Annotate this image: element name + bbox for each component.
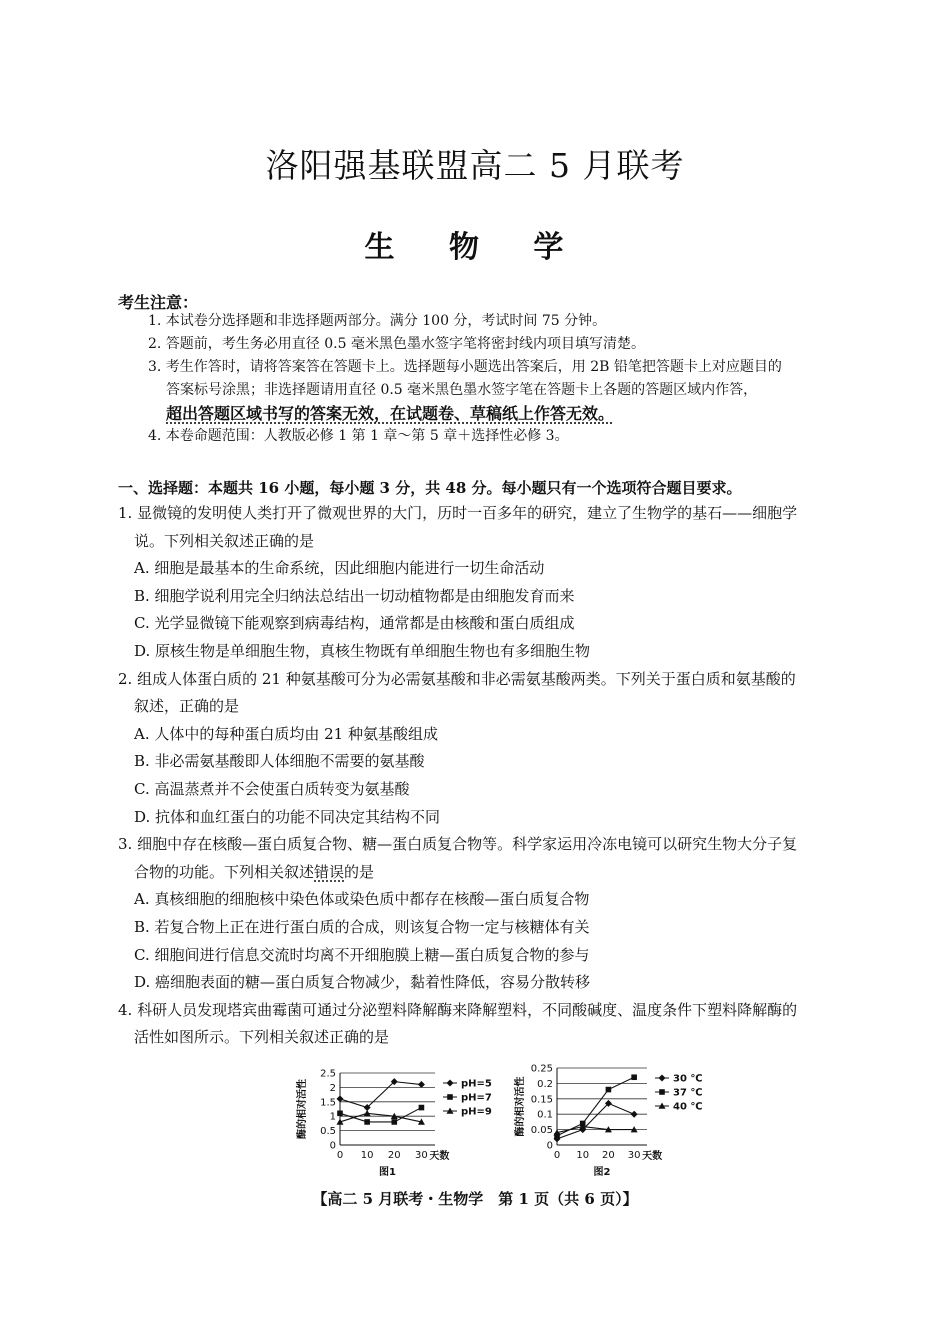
x-tick-label: 0 (553, 1150, 561, 1161)
question-3-option-d: D. 癌细胞表面的糖—蛋白质复合物减少，黏着性降低，容易分散转移 (134, 973, 591, 992)
y-tick-label: 2.5 (320, 1068, 336, 1080)
legend-label: 30 ℃ (673, 1073, 703, 1085)
series-line (340, 1082, 421, 1108)
notice-item: 3. 考生作答时，请将答案答在答题卡上。选择题每小题选出答案后，用 2B 铅笔把答题卡上对应题目的 (148, 359, 782, 375)
notice-item: 2. 答题前，考生务必用直径 0.5 毫米黑色墨水签字笔将密封线内项目填写清楚。 (148, 336, 645, 352)
question-3-option-a: A. 真核细胞的细胞核中染色体或染色质中都存在核酸—蛋白质复合物 (134, 890, 590, 909)
legend-label: pH=7 (461, 1092, 492, 1104)
question-1-stem-cont: 说。下列相关叙述正确的是 (134, 531, 315, 550)
question-1-option-a: A. 细胞是最基本的生命系统，因此细胞内能进行一切生命活动 (134, 559, 545, 578)
question-1-stem: 1. 显微镜的发明使人类打开了微观世界的大门，历时一百多年的研究，建立了生物学的基石——细胞学 (118, 504, 798, 522)
data-point (631, 1111, 638, 1118)
data-point (364, 1110, 371, 1116)
notice-list (148, 310, 868, 448)
x-axis-label: 天数 (642, 1151, 663, 1162)
question-3-stem-cont (118, 859, 863, 887)
x-tick-label: 20 (387, 1150, 401, 1161)
legend-marker (659, 1089, 665, 1095)
legend-marker (447, 1080, 454, 1087)
legend-label: 40 ℃ (673, 1101, 703, 1113)
question-2-option-d: D. 抗体和血红蛋白的功能不同决定其结构不同 (134, 807, 441, 826)
question-1-option-b: B. 细胞学说利用完全归纳法总结出一切动植物都是由细胞发育而来 (134, 586, 575, 605)
stem-text: 合物的功能。下列相关叙述 (134, 862, 315, 881)
y-tick-label: 0.15 (530, 1094, 553, 1106)
question-4-stem: 4. 科研人员发现塔宾曲霉菌可通过分泌塑料降解酶来降解塑料，不同酸碱度、温度条件下塑料降解酶的 (118, 1000, 798, 1019)
legend-label: 37 ℃ (673, 1087, 703, 1099)
notice-item: 1. 本试卷分选择题和非选择题两部分。满分 100 分，考试时间 75 分钟。 (148, 313, 607, 329)
question-1-option-c: C. 光学显微镜下能观察到病毒结构，通常都是由核酸和蛋白质组成 (134, 614, 575, 633)
stem-text: 的是 (344, 862, 375, 881)
question-4-stem-cont: 活性如图所示。下列相关叙述正确的是 (134, 1028, 390, 1047)
data-point (419, 1105, 425, 1111)
y-tick-label: 1 (329, 1111, 336, 1123)
exam-title: 洛阳强基联盟高二 5 月联考 (265, 146, 685, 185)
emphasis-text: 错误 (314, 862, 345, 881)
x-axis-label: 天数 (429, 1151, 450, 1162)
notice-heading: 考生注意： (118, 293, 199, 312)
question-2-stem: 2. 组成人体蛋白质的 21 种氨基酸可分为必需氨基酸和非必需氨基酸两类。下列关于蛋白质和氨基酸的 (118, 669, 796, 688)
figure-area (295, 1060, 715, 1180)
y-tick-label: 0.5 (320, 1126, 336, 1138)
data-point (337, 1111, 343, 1117)
legend-marker (447, 1094, 453, 1100)
question-2-option-c: C. 高温蒸煮并不会使蛋白质转变为氨基酸 (134, 779, 410, 798)
legend-label: pH=5 (461, 1078, 492, 1090)
y-axis-label: 酶的相对活性 (515, 1076, 526, 1137)
y-tick-label: 0.1 (537, 1109, 553, 1121)
series-line (557, 1077, 634, 1136)
data-point (337, 1095, 344, 1102)
y-tick-label: 0 (329, 1140, 336, 1152)
data-point (364, 1119, 370, 1125)
question-3-option-c: C. 细胞间进行信息交流时均离不开细胞膜上糖—蛋白质复合物的参与 (134, 945, 590, 964)
y-axis-label: 酶的相对活性 (297, 1079, 308, 1139)
notice-item: 答案标号涂黑；非选择题请用直径 0.5 毫米黑色墨水签字笔在答题卡上各题的答题区域内作答， (166, 382, 758, 398)
chart-title: 图2 (593, 1167, 611, 1178)
notice-item-emphasis: 超出答题区域书写的答案无效，在试题卷、草稿纸上作答无效。 (166, 404, 615, 423)
section-heading: 一、选择题：本题共 16 小题，每小题 3 分，共 48 分。每小题只有一个选项符合题目要求。 (118, 479, 742, 497)
data-point (631, 1074, 637, 1080)
question-1-option-d: D. 原核生物是单细胞生物，真核生物既有单细胞生物也有多细胞生物 (134, 641, 591, 660)
series-line (557, 1103, 634, 1138)
x-tick-label: 10 (576, 1150, 590, 1161)
x-tick-label: 30 (627, 1150, 641, 1161)
question-2-stem-cont: 叙述，正确的是 (134, 697, 240, 716)
question-list (118, 500, 863, 1052)
x-tick-label: 30 (415, 1150, 428, 1161)
y-tick-label: 0.05 (530, 1125, 553, 1137)
x-tick-label: 20 (602, 1150, 615, 1161)
legend-label: pH=9 (461, 1106, 492, 1118)
chart-title: 图1 (379, 1167, 396, 1178)
y-tick-label: 0.25 (530, 1063, 553, 1075)
y-tick-label: 2 (329, 1082, 336, 1094)
question-3-stem: 3. 细胞中存在核酸—蛋白质复合物、糖—蛋白质复合物等。科学家运用冷冻电镜可以研究生物大分子复 (118, 835, 798, 854)
data-point (418, 1081, 425, 1088)
y-tick-label: 1.5 (320, 1097, 336, 1109)
page-footer: 【高二 5 月联考・生物学 第 1 页（共 6 页）】 (312, 1190, 638, 1208)
enzyme-activity-charts (295, 1060, 715, 1180)
question-3-option-b: B. 若复合物上正在进行蛋白质的合成，则该复合物一定与核糖体有关 (134, 917, 590, 936)
data-point (606, 1087, 612, 1093)
question-2-option-a: A. 人体中的每种蛋白质均由 21 种氨基酸组成 (134, 724, 438, 743)
question-2-option-b: B. 非必需氨基酸即人体细胞不需要的氨基酸 (134, 752, 425, 771)
y-tick-label: 0.2 (537, 1078, 553, 1090)
x-tick-label: 0 (336, 1150, 344, 1161)
notice-item: 4. 本卷命题范围：人教版必修 1 第 1 章～第 5 章＋选择性必修 3。 (148, 428, 569, 444)
y-tick-label: 0 (546, 1140, 553, 1152)
data-point (391, 1119, 397, 1125)
x-tick-label: 10 (360, 1150, 374, 1161)
legend-marker (659, 1075, 666, 1082)
subject-title: 生 物 学 (364, 230, 586, 265)
